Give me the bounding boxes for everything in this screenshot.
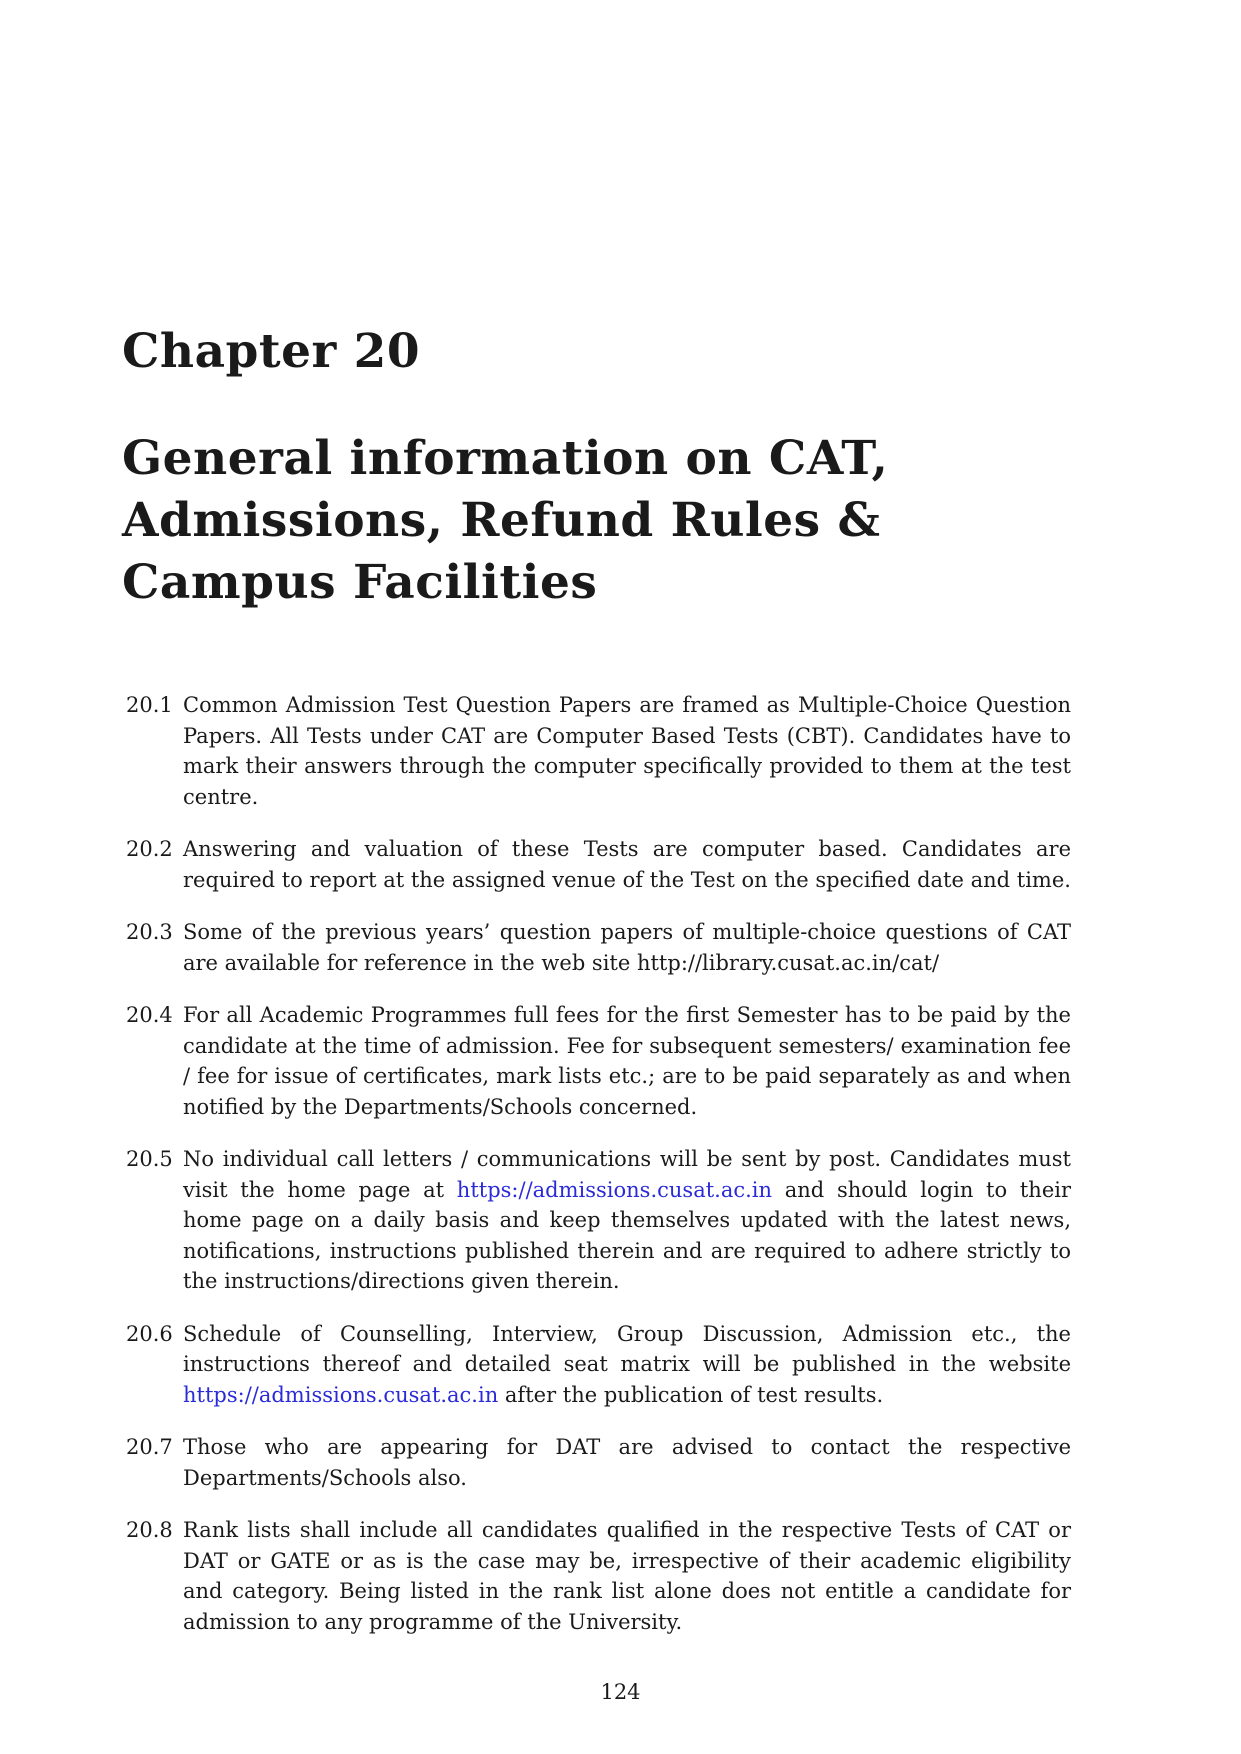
item-text-segment: Common Admission Test Question Papers are framed as Multiple-Choice Question Papers. All Tests under CAT are Computer Based Tests (CBT). Candidates have to mark their answers through the computer specifically provided to them at the test centre. (183, 693, 1071, 809)
item-text-segment: For all Academic Programmes full fees for the first Semester has to be paid by the candidate at the time of admission. Fee for subsequent semesters/ examination fee / fee for issue of certificates, mark lists etc.; are to be paid separately as and when notified by the Departments/Schools concerned. (183, 1003, 1071, 1119)
list-item (126, 1144, 1071, 1297)
item-number: 20.8 (126, 1518, 173, 1542)
item-text-segment: No individual call letters / communications will be sent by post. Candidates must visit the home page at (183, 1147, 1071, 1202)
item-text-segment: Some of the previous years’ question papers of multiple-choice questions of CAT are available for reference in the web site http://library.cusat.ac.in/cat/ (183, 920, 1071, 975)
item-text (183, 1518, 1071, 1634)
list-item (126, 1432, 1071, 1493)
list-item (126, 917, 1071, 978)
numbered-item-list (126, 690, 1071, 1659)
list-item (126, 834, 1071, 895)
item-number: 20.1 (126, 693, 173, 717)
item-number: 20.6 (126, 1321, 173, 1346)
item-text (183, 1003, 1071, 1119)
chapter-title-line: Admissions, Refund Rules & (122, 493, 881, 548)
list-item (126, 690, 1071, 812)
chapter-title-line: General information on CAT, (122, 431, 889, 486)
list-item (126, 1319, 1071, 1411)
item-text-segment: Those who are appearing for DAT are advised to contact the respective Departments/Schools also. (183, 1435, 1071, 1490)
item-text (183, 1147, 1071, 1293)
item-text-segment: and should login to their home page on a daily basis and keep themselves updated with the latest news, notifications, instructions published therein and are required to adhere strictly to the instructions/directions given therein. (183, 1177, 1071, 1293)
chapter-label: Chapter 20 (122, 324, 421, 379)
item-number: 20.2 (126, 837, 173, 861)
chapter-title (122, 428, 1122, 614)
item-number: 20.3 (126, 920, 173, 944)
item-number: 20.4 (126, 1003, 173, 1027)
item-number: 20.5 (126, 1147, 173, 1171)
item-text-segment: Answering and valuation of these Tests are computer based. Candidates are required to report at the assigned venue of the Test on the specified date and time. (183, 837, 1071, 892)
item-number: 20.7 (126, 1435, 173, 1459)
list-item (126, 1000, 1071, 1122)
list-item (126, 1515, 1071, 1637)
item-text (183, 837, 1071, 892)
admissions-link[interactable]: https://admissions.cusat.ac.in (183, 1382, 499, 1407)
item-text-segment: Rank lists shall include all candidates qualified in the respective Tests of CAT or DAT or GATE or as is the case may be, irrespective of their academic eligibility and category. Being listed in the rank list alone does not entitle a candidate for admission to any programme of the University. (183, 1518, 1071, 1634)
item-text-segment: Schedule of Counselling, Interview, Group Discussion, Admission etc., the instructions thereof and detailed seat matrix will be published in the website (183, 1321, 1071, 1376)
item-text (183, 693, 1071, 809)
item-text (183, 920, 1071, 975)
chapter-title-line: Campus Facilities (122, 555, 598, 610)
item-text (183, 1322, 1071, 1407)
item-text-segment: after the publication of test results. (498, 1382, 884, 1407)
admissions-link[interactable]: https://admissions.cusat.ac.in (456, 1177, 773, 1202)
page-number: 124 (600, 1680, 641, 1704)
item-text (183, 1435, 1071, 1490)
